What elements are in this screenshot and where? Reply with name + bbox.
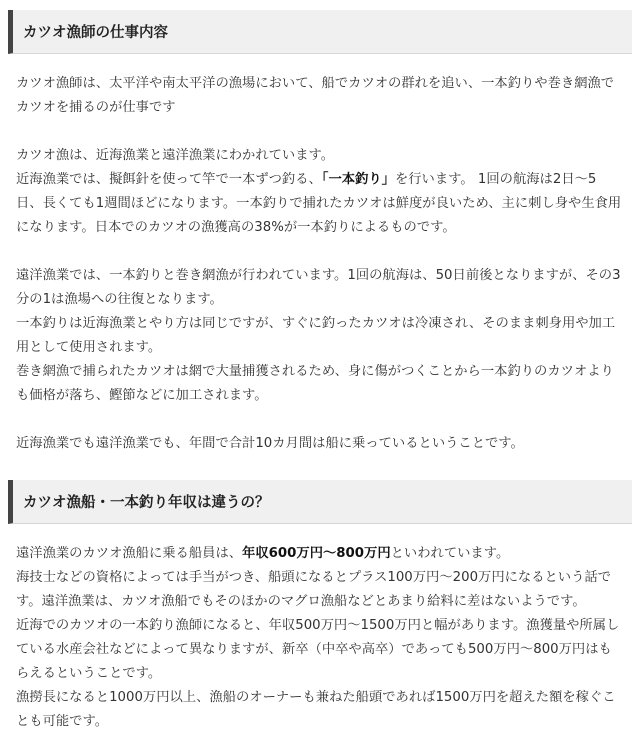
text-line bbox=[16, 192, 626, 216]
text-span: も価格が落ち、鰹節などに加工されます。 bbox=[16, 388, 268, 403]
text-span: 日、長くても1週間ほどになります。一本釣りで捕れたカツオは鮮度が良いため、主に刺し身や生食用 bbox=[16, 196, 622, 211]
text-line bbox=[16, 360, 626, 384]
text-span: カツオを捕るのが仕事です bbox=[16, 100, 176, 115]
text-line bbox=[16, 614, 626, 638]
text-line bbox=[16, 542, 626, 566]
text-line bbox=[16, 168, 626, 192]
text-line bbox=[16, 662, 626, 686]
text-span: 遠洋漁業では、一本釣りと巻き網漁が行われています。1回の航海は、50日前後となりますが、その3 bbox=[16, 268, 621, 283]
section-job-description bbox=[8, 10, 632, 456]
section-body bbox=[8, 54, 632, 456]
text-span: す。遠洋漁業は、カツオ漁船でもそのほかのマグロ漁船などとあまり給料に差はないようです。 bbox=[16, 594, 586, 609]
paragraph bbox=[16, 542, 626, 734]
text-span: 用として使用されます。 bbox=[16, 340, 162, 355]
text-span: 近海でのカツオの一本釣り漁師になると、年収500万円～1500万円と幅があります。漁獲量や所属し bbox=[16, 618, 620, 633]
text-line bbox=[16, 686, 626, 710]
text-span: といわれています。 bbox=[390, 546, 510, 561]
paragraph bbox=[16, 264, 626, 408]
text-line bbox=[16, 72, 626, 96]
text-span: ている水産会社などによって異なりますが、新卒（中卒や高卒）であっても500万円～800万円はも bbox=[16, 642, 612, 657]
bold-text: 年収600万円～800万円 bbox=[242, 546, 391, 561]
text-span: らえるということです。 bbox=[16, 666, 162, 681]
text-span: とも可能です。 bbox=[16, 714, 109, 729]
section-heading: カツオ漁船・一本釣り年収は違うの？ bbox=[8, 480, 632, 524]
paragraph bbox=[16, 72, 626, 120]
text-line bbox=[16, 144, 626, 168]
text-span: 一本釣りは近海漁業とやり方は同じですが、すぐに釣ったカツオは冷凍され、そのまま刺身用や加工 bbox=[16, 316, 616, 331]
text-line bbox=[16, 590, 626, 614]
section-annual-income bbox=[8, 480, 632, 734]
text-span: カツオ漁師は、太平洋や南太平洋の漁場において、船でカツオの群れを追い、一本釣りや巻き網漁で bbox=[16, 76, 615, 91]
text-span: カツオ漁は、近海漁業と遠洋漁業にわかれています。 bbox=[16, 148, 335, 163]
text-span: 近海漁業では、擬餌針を使って竿で一本ずつ釣る、 bbox=[16, 172, 322, 187]
text-line bbox=[16, 432, 626, 456]
text-span: 巻き網漁で捕られたカツオは網で大量捕獲されるため、身に傷がつくことから一本釣りのカツオより bbox=[16, 364, 614, 379]
text-span: になります。日本でのカツオの漁獲高の38%が一本釣りによるものです。 bbox=[16, 220, 456, 235]
text-span: 近海漁業でも遠洋漁業でも、年間で合計10カ月間は船に乗っているということです。 bbox=[16, 436, 524, 451]
text-line bbox=[16, 384, 626, 408]
text-line bbox=[16, 264, 626, 288]
text-line bbox=[16, 288, 626, 312]
text-line bbox=[16, 710, 626, 734]
text-line bbox=[16, 336, 626, 360]
section-heading: カツオ漁師の仕事内容 bbox=[8, 10, 632, 54]
text-line bbox=[16, 312, 626, 336]
text-line bbox=[16, 216, 626, 240]
text-span: 海技士などの資格によっては手当がつき、船頭になるとプラス100万円～200万円になるという話で bbox=[16, 570, 611, 585]
text-span: 分の1は漁場への往復となります。 bbox=[16, 292, 223, 307]
text-line bbox=[16, 96, 626, 120]
paragraph bbox=[16, 144, 626, 240]
text-span: を行います。 1回の航海は2日～5 bbox=[394, 172, 597, 187]
bold-text: 「一本釣り」 bbox=[321, 172, 395, 187]
text-line bbox=[16, 638, 626, 662]
text-span: 漁撈長になると1000万円以上、漁船のオーナーも兼ねた船頭であれば1500万円を超えた額を稼ぐこ bbox=[16, 690, 616, 705]
paragraph bbox=[16, 432, 626, 456]
section-body bbox=[8, 524, 632, 734]
text-line bbox=[16, 566, 626, 590]
text-span: 遠洋漁業のカツオ漁船に乗る船員は、 bbox=[16, 546, 243, 561]
